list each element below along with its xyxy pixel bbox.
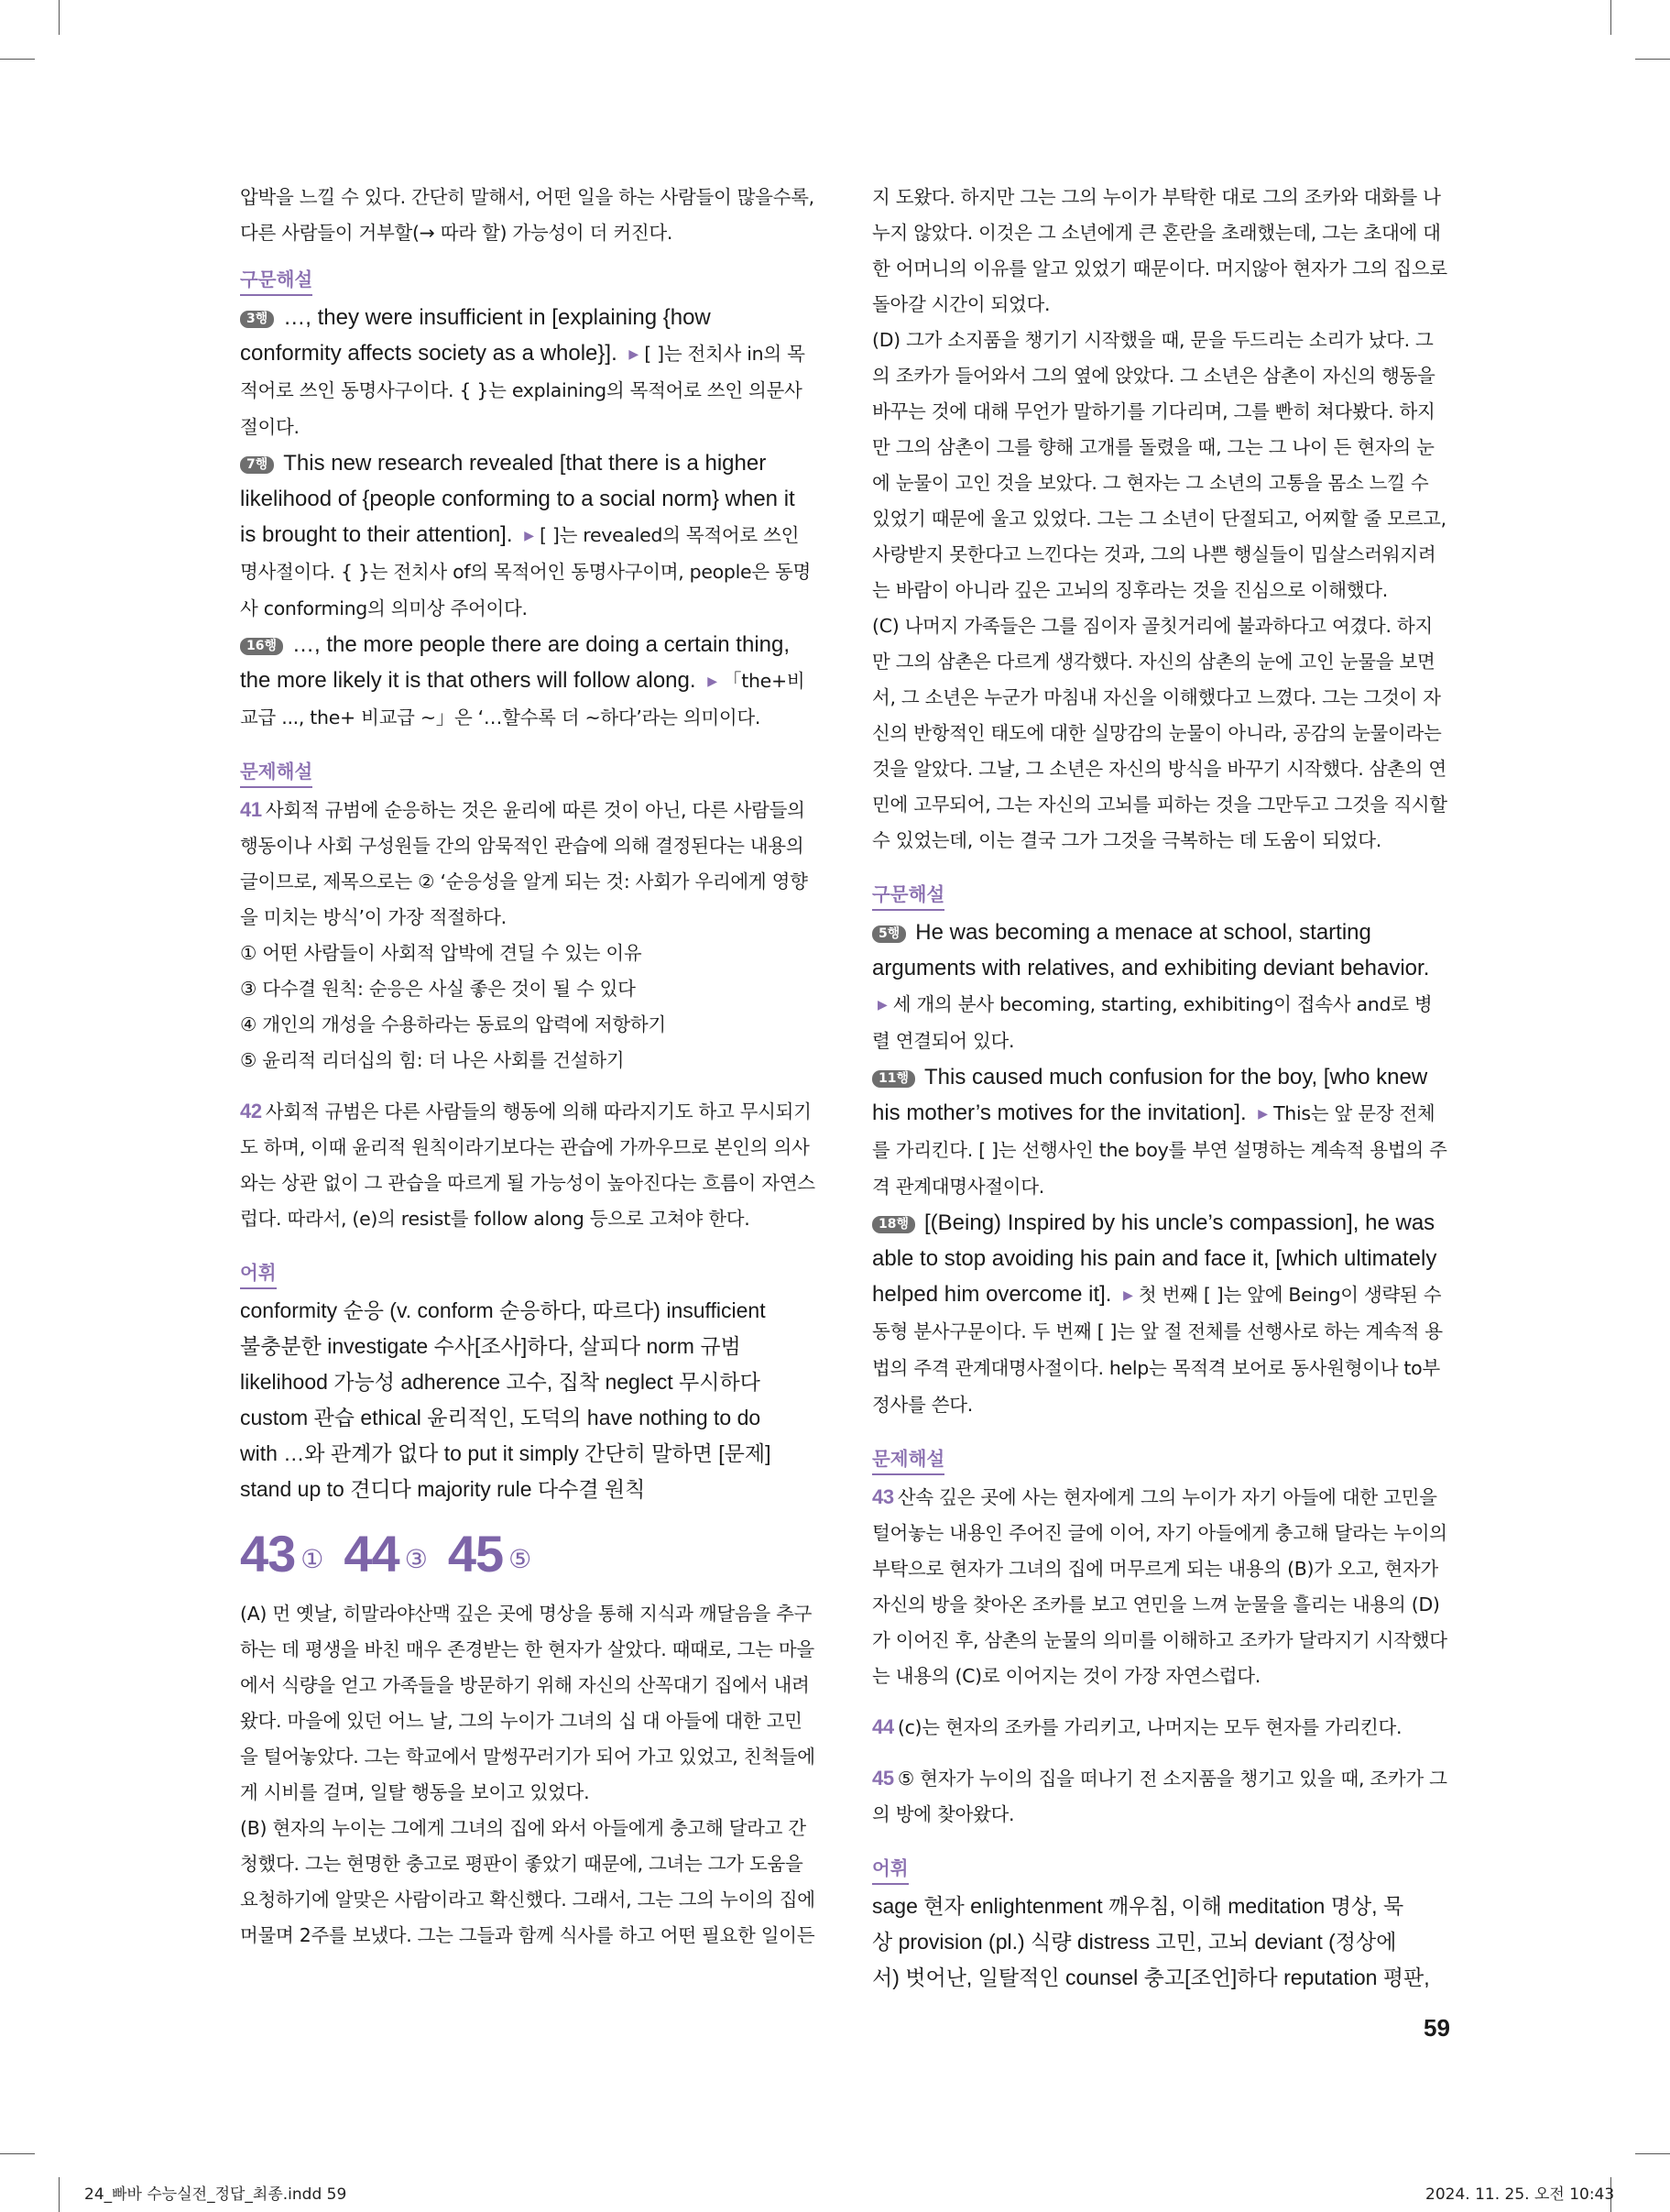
question-number: 42 xyxy=(240,1100,262,1122)
q42-explanation xyxy=(240,1093,815,1237)
q45-explanation xyxy=(872,1760,1447,1833)
crop-mark xyxy=(1610,0,1611,35)
q43-text: 산속 깊은 곳에 사는 현자에게 그의 누이가 자기 아들에 대한 고민을 털어놓는 내용인 주어진 글에 이어, 자기 아들에게 충고해 달라는 누이의 부탁으로 현자가 그녀의 집에 머무르게 되는 내용의 (B)가 오고, 현자가 자신의 방을 찾아온 조카를 보고 연민을 느껴 눈물을 흘리는 내용의 (D)가 이어진 후, 삼촌의 눈물의 의미를 이해하고 조카가 달라지기 시작했다는 내용의 (C)로 이어지는 것이 가장 자연스럽다. xyxy=(872,1486,1447,1687)
q42-text: 사회적 규범은 다른 사람들의 행동에 의해 따라지기도 하고 무시되기도 하며, 이때 윤리적 원칙이라기보다는 관습에 가까우므로 본인의 의사와는 상관 없이 그 관습을 따르게 될 가능성이 높아진다는 흐름이 자연스럽다. 따라서, (e)의 resist를 follow along 등으로 고쳐야 한다. xyxy=(240,1101,815,1230)
crop-mark xyxy=(1635,2153,1670,2154)
syntax-sentence: He was becoming a menace at school, starting arguments with relatives, and exhibiting deviant behavior. xyxy=(872,920,1430,980)
answer-choice: ③ xyxy=(404,1545,428,1573)
syntax-item xyxy=(872,1205,1447,1423)
passage-paragraph: (A) 먼 옛날, 히말라야산맥 깊은 곳에 명상을 통해 지식과 깨달음을 추구하는 데 평생을 바친 매우 존경받는 한 현자가 살았다. 때때로, 그는 마을에서 식량을 얻고 가족들을 방문하기 위해 자신의 산꼭대기 집에서 내려왔다. 마을에 있던 어느 날, 그의 누이가 그녀의 십 대 아들에 대한 고민을 털어놓았다. 그는 학교에서 말썽꾸러기가 되어 가고 있었고, 친척들에게 시비를 걸며, 일탈 행동을 보이고 있었다. xyxy=(240,1603,815,1803)
triangle-icon: ▶ xyxy=(628,346,639,361)
vocab-line: 서) 벗어난, 일탈적인 counsel 충고[조언]하다 reputation 평판, xyxy=(872,1966,1430,1989)
triangle-icon: ▶ xyxy=(1258,1106,1269,1121)
problem-heading: 문제해설 xyxy=(240,758,312,788)
syntax-sentence: …, they were insufficient in [explaining {how conformity affects society as a whole}]. xyxy=(240,305,711,366)
right-column xyxy=(872,180,1447,1996)
question-number: 43 xyxy=(872,1485,894,1508)
question-number: 44 xyxy=(872,1715,894,1738)
triangle-icon: ▶ xyxy=(524,528,534,542)
answer-choice: ① xyxy=(300,1545,324,1573)
line-badge: 18행 xyxy=(872,1216,915,1233)
crop-mark xyxy=(0,59,35,60)
syntax-note: [ ]는 전치사 in의 목적어로 쓰인 동명사구이다. { }는 explaining의 목적어로 쓰인 의문사절이다. xyxy=(240,343,805,438)
triangle-icon: ▶ xyxy=(878,997,888,1012)
syntax-sentence: This new research revealed [that there is a higher likelihood of {people conforming to a social norm} when it is brought to their attention]. xyxy=(240,451,795,547)
crop-mark xyxy=(0,2153,35,2154)
crop-mark xyxy=(59,2177,60,2212)
syntax-item xyxy=(872,1059,1447,1205)
triangle-icon: ▶ xyxy=(1123,1287,1133,1302)
vocab-line: sage 현자 enlightenment 깨우침, 이해 meditation 명상, 묵 xyxy=(872,1894,1404,1918)
passage-paragraph: (D) 그가 소지품을 챙기기 시작했을 때, 문을 두드리는 소리가 났다. 그의 조카가 들어와서 그의 옆에 앉았다. 그 소년은 삼촌이 자신의 행동을 바꾸는 것에 대해 무언가 말하기를 기다리며, 그를 빤히 쳐다봤다. 하지만 그의 삼촌이 그를 향해 고개를 돌렸을 때, 그는 그 나이 든 현자의 눈에 눈물이 고인 것을 보았다. 그 현자는 그 소년의 고통을 몸소 느낄 수 있었기 때문에 울고 있었다. 그는 그 소년이 단절되고, 어찌할 줄 모르고, 사랑받지 못한다고 느낀다는 것과, 그의 나쁜 행실들이 밉살스러워지려는 바람이 아니라 깊은 고뇌의 징후라는 것을 진심으로 이해했다. xyxy=(872,329,1446,601)
syntax-item xyxy=(240,445,815,627)
crop-mark xyxy=(1635,59,1670,60)
answer-number: 43 xyxy=(240,1525,296,1582)
line-badge: 11행 xyxy=(872,1070,915,1088)
vocab-line: 불충분한 investigate 수사[조사]하다, 살피다 norm 규범 xyxy=(240,1334,741,1358)
syntax-note: [ ]는 revealed의 목적어로 쓰인 명사절이다. { }는 전치사 of의 목적어인 동명사구이며, people은 동명사 conforming의 의미상 주어이다. xyxy=(240,524,812,619)
vocab-heading: 어휘 xyxy=(872,1855,909,1885)
triangle-icon: ▶ xyxy=(707,673,717,688)
vocab-line: custom 관습 ethical 윤리적인, 도덕의 have nothing to do xyxy=(240,1406,761,1429)
question-number: 45 xyxy=(872,1767,894,1790)
crop-mark xyxy=(59,0,60,35)
left-column xyxy=(240,180,815,1954)
vocab-line: stand up to 견디다 majority rule 다수결 원칙 xyxy=(240,1477,646,1501)
footer-filename: 24_빠바 수능실전_정답_최종.indd 59 xyxy=(84,2185,347,2204)
q41-option: ③ 다수결 원칙: 순응은 사실 좋은 것이 될 수 있다 xyxy=(240,978,636,1000)
q45-text: ⑤ 현자가 누이의 집을 떠나기 전 소지품을 챙기고 있을 때, 조카가 그의 방에 찾아왔다. xyxy=(872,1768,1447,1825)
q41-option: ① 어떤 사람들이 사회적 압박에 견딜 수 있는 이유 xyxy=(240,942,642,964)
line-badge: 3행 xyxy=(240,311,274,328)
answer-choice: ⑤ xyxy=(508,1545,532,1573)
syntax-sentence: This caused much confusion for the boy, [who knew his mother’s motives for the invitation]. xyxy=(872,1065,1428,1125)
problem-heading: 문제해설 xyxy=(872,1445,944,1475)
answer-number: 45 xyxy=(447,1525,504,1582)
syntax-heading: 구문해설 xyxy=(872,881,944,911)
answer-key xyxy=(240,1524,815,1583)
line-badge: 5행 xyxy=(872,925,906,943)
syntax-note: 첫 번째 [ ]는 앞에 Being이 생략된 수동형 분사구문이다. 두 번째 [ ]는 앞 절 전체를 선행사로 하는 계속적 용법의 주격 관계대명사절이다. help는 목적격 보어로 동사원형이나 to부정사를 쓴다. xyxy=(872,1284,1443,1416)
page-number: 59 xyxy=(1424,2014,1450,2042)
q43-explanation xyxy=(872,1479,1447,1694)
line-badge: 7행 xyxy=(240,456,274,474)
syntax-item xyxy=(240,627,815,736)
vocab-heading: 어휘 xyxy=(240,1259,277,1289)
vocab-line: 상 provision (pl.) 식량 distress 고민, 고뇌 deviant (정상에 xyxy=(872,1930,1397,1954)
line-badge: 16행 xyxy=(240,638,283,655)
syntax-sentence: [(Being) Inspired by his uncle’s compassion], he was able to stop avoiding his pain and face it, [which ultimately helped him overcome it]. xyxy=(872,1210,1437,1307)
intro-line: 압박을 느낄 수 있다. 간단히 말해서, 어떤 일을 하는 사람들이 많을수록, xyxy=(240,186,814,208)
syntax-item xyxy=(240,300,815,445)
vocab-line: conformity 순응 (v. conform 순응하다, 따르다) insufficient xyxy=(240,1298,766,1322)
passage-paragraph: (B) 현자의 누이는 그에게 그녀의 집에 와서 아들에게 충고해 달라고 간청했다. 그는 현명한 충고로 평판이 좋았기 때문에, 그녀는 그가 도움을 요청하기에 알맞은 사람이라고 확신했다. 그래서, 그는 그의 누이의 집에 머물며 2주를 보냈다. 그는 그들과 함께 식사를 하고 어떤 필요한 일이든 xyxy=(240,1817,815,1946)
intro-line: 다른 사람들이 거부할(→ 따라 할) 가능성이 더 커진다. xyxy=(240,222,673,244)
syntax-note: 「the+비교급 ..., the+ 비교급 ~」은 ‘…할수록 더 ~하다’라는 의미이다. xyxy=(240,670,805,728)
q44-explanation xyxy=(872,1709,1447,1746)
footer-timestamp: 2024. 11. 25. 오전 10:43 xyxy=(1425,2185,1615,2204)
vocab-line: likelihood 가능성 adherence 고수, 집착 neglect 무시하다 xyxy=(240,1370,760,1394)
syntax-note: This는 앞 문장 전체를 가리킨다. [ ]는 선행사인 the boy를 부연 설명하는 계속적 용법의 주격 관계대명사절이다. xyxy=(872,1102,1447,1198)
q41-text: 사회적 규범에 순응하는 것은 윤리에 따른 것이 아닌, 다른 사람들의 행동이나 사회 구성원들 간의 암묵적인 관습에 의해 결정된다는 내용의 글이므로, 제목으로는 ② ‘순응성을 알게 되는 것: 사회가 우리에게 영향을 미치는 방식’이 가장 적절하다. xyxy=(240,799,808,928)
q41-option: ④ 개인의 개성을 수용하라는 동료의 압력에 저항하기 xyxy=(240,1013,666,1035)
syntax-heading: 구문해설 xyxy=(240,266,312,296)
answer-number: 44 xyxy=(344,1525,399,1582)
q41-option: ⑤ 윤리적 리더십의 힘: 더 나은 사회를 건설하기 xyxy=(240,1049,625,1071)
question-number: 41 xyxy=(240,798,262,821)
passage-paragraph: 지 도왔다. 하지만 그는 그의 누이가 부탁한 대로 그의 조카와 대화를 나누지 않았다. 이것은 그 소년에게 큰 혼란을 초래했는데, 그는 초대에 대한 어머니의 이유를 알고 있었기 때문이다. 머지않아 현자가 그의 집으로 돌아갈 시간이 되었다. xyxy=(872,186,1447,315)
syntax-note: 세 개의 분사 becoming, starting, exhibiting이 접속사 and로 병렬 연결되어 있다. xyxy=(872,993,1433,1052)
q44-text: (c)는 현자의 조카를 가리키고, 나머지는 모두 현자를 가리킨다. xyxy=(897,1716,1403,1738)
passage-paragraph: (C) 나머지 가족들은 그를 짐이자 골칫거리에 불과하다고 여겼다. 하지만 그의 삼촌은 다르게 생각했다. 자신의 삼촌의 눈에 고인 눈물을 보면서, 그 소년은 누군가 마침내 자신을 이해했다고 느꼈다. 그는 그것이 자신의 반항적인 태도에 대한 실망감의 눈물이 아니라, 공감의 눈물이라는 것을 알았다. 그날, 그 소년은 자신의 방식을 바꾸기 시작했다. 삼촌의 연민에 고무되어, 그는 자신의 고뇌를 피하는 것을 그만두고 그것을 직시할 수 있었는데, 이는 결국 그가 그것을 극복하는 데 도움이 되었다. xyxy=(872,615,1447,851)
syntax-item xyxy=(872,914,1447,1059)
syntax-sentence: …, the more people there are doing a certain thing, the more likely it is that others will follow along. xyxy=(240,632,791,693)
vocab-line: with …와 관계가 없다 to put it simply 간단히 말하면 [문제] xyxy=(240,1441,771,1465)
q41-explanation xyxy=(240,792,815,936)
